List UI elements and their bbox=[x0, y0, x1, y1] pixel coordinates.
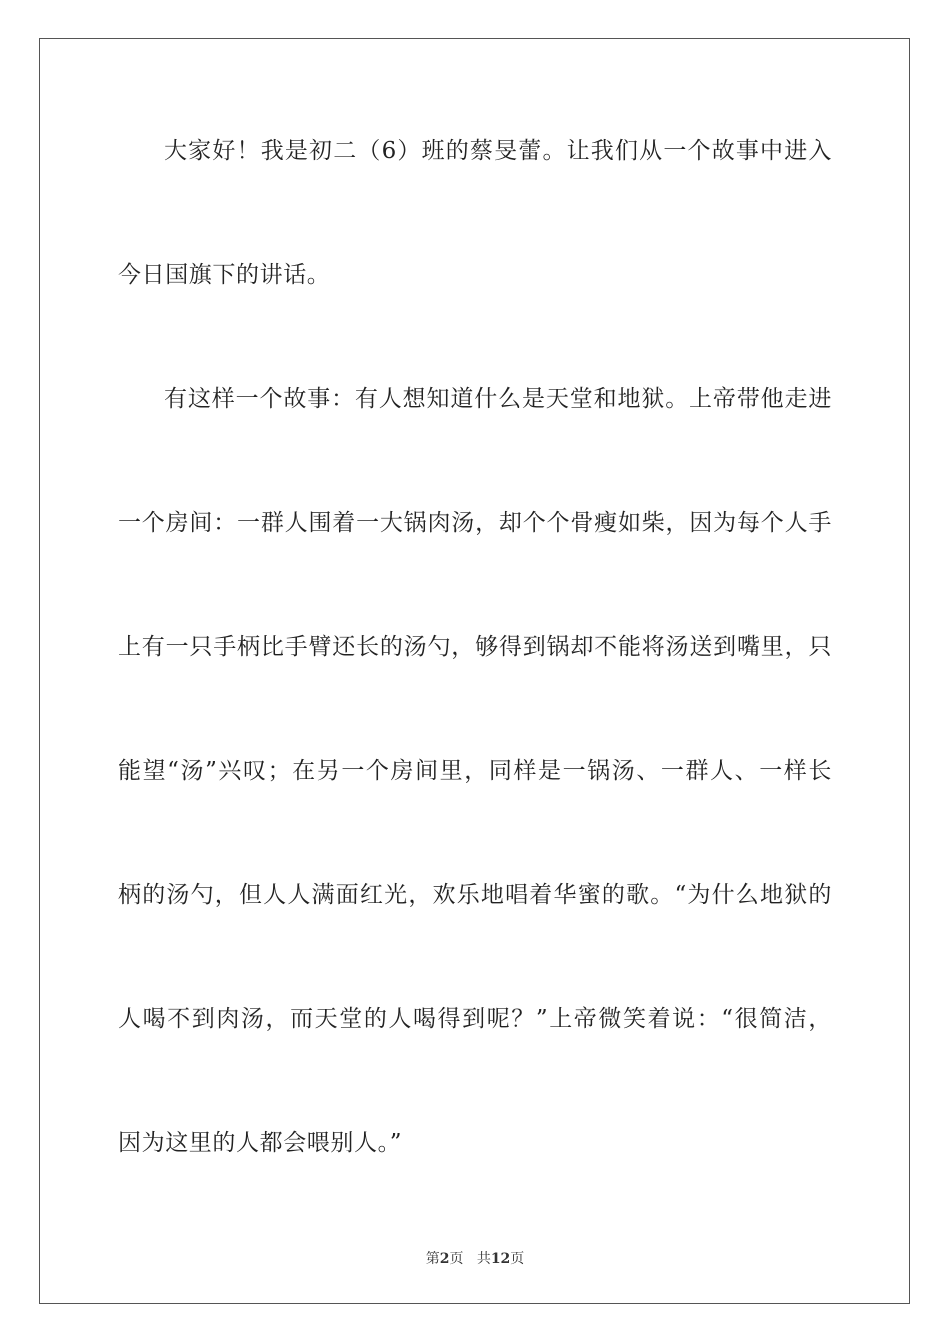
paragraph-2-line-3: 上有一只手柄比手臂还长的汤勺，够得到锅却不能将汤送到嘴里，只 bbox=[118, 634, 832, 660]
paragraph-2-line-1: 有这样一个故事：有人想知道什么是天堂和地狱。上帝带他走进 bbox=[164, 386, 832, 412]
paragraph-2-line-2: 一个房间：一群人围着一大锅肉汤，却个个骨瘦如柴，因为每个人手 bbox=[118, 510, 832, 536]
page-frame bbox=[39, 38, 910, 1304]
footer-page-unit: 页 bbox=[449, 1251, 464, 1267]
footer-total-label: 共 bbox=[476, 1251, 491, 1267]
footer-page-current: 2 bbox=[439, 1251, 450, 1267]
paragraph-1-line-1: 大家好！我是初二（6）班的蔡旻蕾。让我们从一个故事中进入 bbox=[164, 138, 832, 164]
paragraph-2-line-5: 柄的汤勺，但人人满面红光，欢乐地唱着华蜜的歌。“为什么地狱的 bbox=[118, 882, 832, 908]
paragraph-2-line-6: 人喝不到肉汤，而天堂的人喝得到呢？”上帝微笑着说：“很简洁， bbox=[118, 1006, 832, 1032]
footer-page-total: 12 bbox=[490, 1251, 511, 1267]
paragraph-1-line-2: 今日国旗下的讲话。 bbox=[118, 262, 331, 288]
footer-page-label: 第 bbox=[425, 1251, 440, 1267]
page-footer bbox=[0, 1248, 950, 1268]
paragraph-2-line-7: 因为这里的人都会喂别人。” bbox=[118, 1130, 403, 1156]
paragraph-2-line-4: 能望“汤”兴叹；在另一个房间里，同样是一锅汤、一群人、一样长 bbox=[118, 758, 832, 784]
footer-total-unit: 页 bbox=[510, 1251, 525, 1267]
